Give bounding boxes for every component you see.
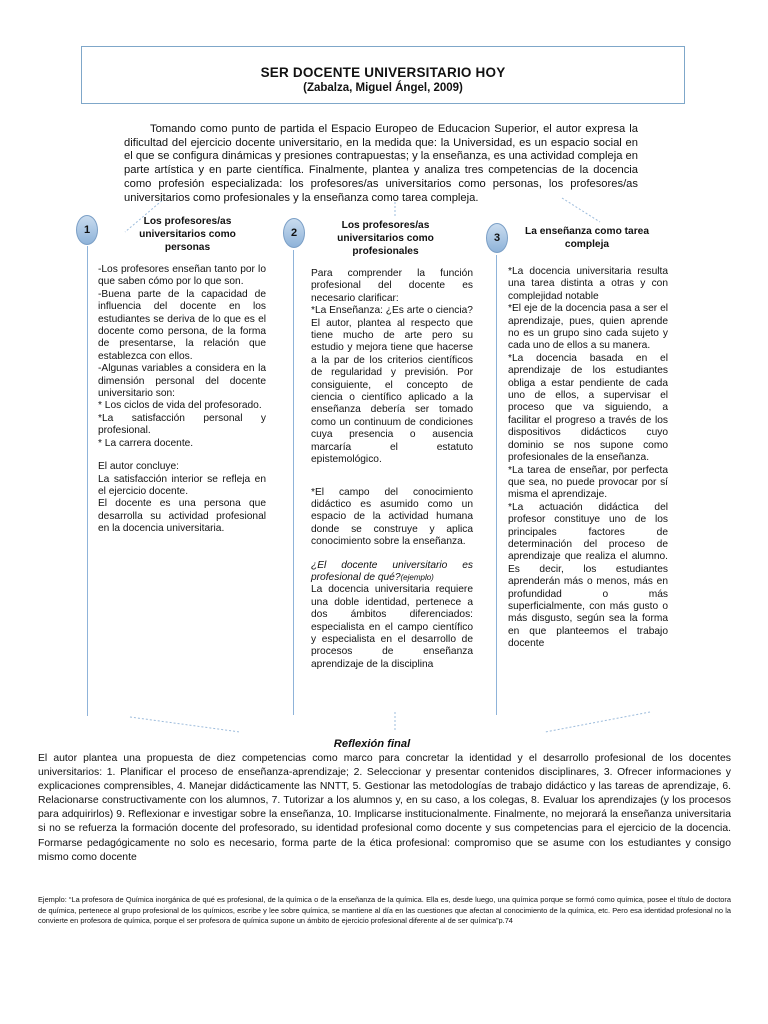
column-2-divider xyxy=(293,250,294,715)
column-3-body xyxy=(508,266,668,651)
column-2-answer: La docencia universitaria requiere una doble identidad, pertenece a dos ámbitos diferenciados: especialista en el campo científico y especialista en el desarrollo de procesos de enseñanza aprendizaje de la disciplina xyxy=(311,584,473,670)
connector-bottom-left xyxy=(130,717,240,732)
page-subtitle: (Zabalza, Miguel Ángel, 2009) xyxy=(303,82,463,94)
column-2-paragraph: *La Enseñanza: ¿Es arte o ciencia? xyxy=(311,305,473,317)
column-2-paragraph: El autor, plantea al respecto que tiene mucho de arte pero su estudio y mejora tiene que hacerse a la par de los criterios científicos de regularidad y previsión. Por consiguiente, el concepto de ciencia o científico aplicado a la enseñanza debería ser tomado como un continuum de condiciones cuya presencia o ausencia marcaría el estatuto epistemológico. xyxy=(311,317,473,466)
reflection-text: El autor plantea una propuesta de diez competencias como marco para concretar la identidad y el desarrollo profesional de los docentes universitarios: 1. Planificar el proceso de enseñanza-aprendizaje; 2. Seleccionar y presentar contenidos disciplinares, 3. Ofrecer informaciones y explicaciones comprensibles, 4. Manejar didácticamente las NNTT, 5. Gestionar las metodologías de trabajo didáctico y las tareas de aprendizaje, 6. Relacionarse constructivamente con los alumnos, 7. Tutorizar a los alumnos y, en su caso, a los colegas, 8. Evaluar los aprendizajes (y los procesos para adquirirlos) 9. Reflexionar e investigar sobre la enseñanza, 10. Implicarse institucionalmente. Finalmente, no mejorará la enseñanza universitaria si no se refuerza la formación docente del profesorado, su identidad profesional como docente y sus competencias para el ejercicio de la docencia. Formarse pedagógicamente no solo es necesario, forma parte de la ética profesional: compromiso que se asume con los estudiantes y consigo mismo como docente xyxy=(38,753,731,863)
column-1-paragraph: El autor concluye: xyxy=(98,461,179,473)
column-3-paragraph: *La docencia universitaria resulta una tarea distinta a otras y con complejidad notable xyxy=(508,266,668,302)
column-1-paragraph: * Los ciclos de vida del profesorado. xyxy=(98,400,262,412)
reflection-title: Reflexión final xyxy=(333,738,411,750)
column-1-body xyxy=(98,264,266,536)
column-1-paragraph: -Los profesores enseñan tanto por lo que saben cómo por lo que son. xyxy=(98,264,266,288)
column-1-paragraph: El docente es una persona que desarrolla su actividad profesional en la docencia universitaria. xyxy=(98,498,266,535)
column-2-paragraph: Para comprender la función profesional del docente es necesario clarificar: xyxy=(311,268,473,304)
column-1-paragraph: * La carrera docente. xyxy=(98,437,194,449)
column-2-body xyxy=(311,268,473,671)
column-1-paragraph: *La satisfacción personal y profesional. xyxy=(98,412,266,437)
intro-text: Tomando como punto de partida el Espacio Europeo de Educacion Superior, el autor expresa la dificultad del ejercicio docente universitario, en la medida que: la Universidad, es un espacio social en el que se configura dinámicas y presiones contrapuestas; y la enseñanza, es una actividad compleja en parte artística y en parte científica. Finalmente, plantea y analiza tres competencias de la docencia como profesión especializada: los profesores/as universitarios como personas, los profesores/as universitarios como profesionales y la enseñanza como tarea compleja. xyxy=(124,123,638,204)
column-3-paragraph: *El eje de la docencia pasa a ser el aprendizaje, pues, quien aprende no es un grupo sino cada sujeto y cada uno de ellos a su manera. xyxy=(508,303,668,352)
column-3-paragraph: *La tarea de enseñar, por perfecta que sea, no puede provocar por sí misma el aprendizaje. xyxy=(508,464,668,501)
column-3-paragraph: *La docencia basada en el aprendizaje de los estudiantes obliga a estar pendiente de cada uno de ellos, a supervisar el proceso que va siguiendo, a facilitar el progreso a través de los dispositivos didácticos cuyo dominio se nos supone como profesionales de la enseñanza. xyxy=(508,352,668,464)
column-3-paragraph: *La actuación didáctica del profesor constituye uno de los principales factores de determinación del proceso de aprendizaje que realiza el alumno. Es decir, los estudiantes aprenderán más o menos, más en profundidad o más superficialmente, con más gusto o más disgusto, según sea la forma en que planteemos el trabajo docente xyxy=(508,501,668,650)
column-1-paragraph: -Buena parte de la capacidad de influencia del docente en los estudiantes se deriva de lo que es el docente como persona, de la forma de presentarse, la relación que establezca con ellos. xyxy=(98,288,266,362)
intro-paragraph xyxy=(124,123,638,205)
example-footnote: Ejemplo: “La profesora de Química inorgánica de qué es profesional, de la química o de la enseñanza de la química. Ella es, desde luego, una química porque se formó como química, posee el título de doctora de química, pertenece al grupo profesional de los químicos, escribe y lee sobre química, se mantiene al día en las cuestiones que afectan al conocimiento de la química, etc. Pero esa identidad profesional no la convierte en profesora de química, porque el ser profesora de química supone un ámbito de ejercicio profesional diferente al de ser química”p.74 xyxy=(38,895,731,925)
page-title: SER DOCENTE UNIVERSITARIO HOY xyxy=(260,65,506,80)
column-1-paragraph: La satisfacción interior se refleja en el ejercicio docente. xyxy=(98,473,266,497)
column-3-number-badge: 3 xyxy=(486,223,508,253)
column-2-heading: Los profesores/as universitarios como profesionales xyxy=(337,220,434,257)
column-1-paragraph: -Algunas variables a considera en la dimensión personal del docente universitario son: xyxy=(98,363,266,400)
column-2-question xyxy=(311,560,473,585)
column-2-paragraph: *El campo del conocimiento didáctico es asumido como un espacio de la actividad humana donde se construye y aplica conocimiento sobre la enseñanza. xyxy=(311,486,473,548)
connector-bottom-right xyxy=(545,712,650,732)
column-1-divider xyxy=(87,246,88,716)
column-3-divider xyxy=(496,255,497,715)
column-1-number-badge: 1 xyxy=(76,215,98,245)
column-2-number-badge: 2 xyxy=(283,218,305,248)
title-box xyxy=(81,46,685,104)
column-1-heading: Los profesores/as universitarios como personas xyxy=(139,216,236,253)
column-3-heading: La enseñanza como tarea compleja xyxy=(525,226,649,250)
column-2-question-note: (ejemplo) xyxy=(400,572,434,582)
column-2-question-text: ¿El docente universitario es profesional de qué? xyxy=(311,559,473,583)
